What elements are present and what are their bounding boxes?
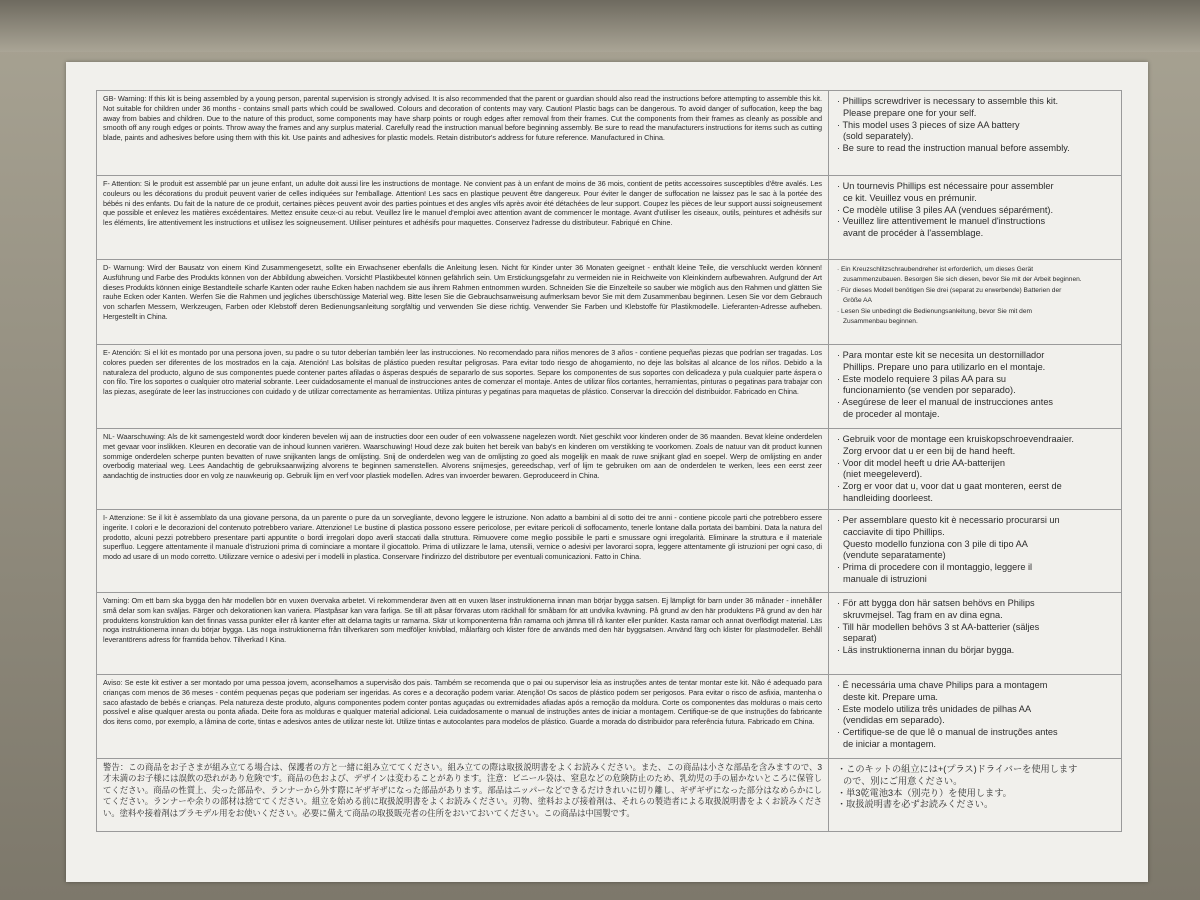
note-line: skruvmejsel. Tag fram en av dina egna. bbox=[843, 609, 1003, 620]
note-line: · Un tournevis Phillips est nécessaire pour assembler bbox=[837, 181, 1054, 191]
note-line: manuale di istruzioni bbox=[843, 573, 927, 584]
notes-column bbox=[829, 91, 1121, 831]
note-line: · Phillips screwdriver is necessary to assemble this kit. bbox=[837, 96, 1059, 106]
note-jp bbox=[829, 759, 1121, 831]
warning-gb: GB- Warning: If this kit is being assembled by a young person, parental supervision is strongly advised. It is also recommended that the parent or guardian should also read the instructions before attempting to assemble this kit. Not suitable for children under 36 months - contains small parts which could be swallowed. Colours and decoration of contents may vary. Caution! Plastic bags can be dangerous. To avoid danger of suffocation, keep the bag away from babies and children. Due to the nature of this product, some components may have sharp points or rough edges after removal from their frames. Cut the components from their frames as cleanly as possible and smooth off any rough edges or points. Throw away the frames and any surplus material. Carefully read the instruction manual before beginning assembly. Be sure to read the manufacturers instructions for items such as cutting blade, paints and adhesives before using them with this kit. Use paints and adhesives for plastic models. Retain distributor's address for future reference. Manufactured in China. bbox=[97, 91, 828, 176]
note-line: · É necessária uma chave Philips para a montagem bbox=[837, 680, 1048, 690]
note-line: (vendute separatamente) bbox=[843, 550, 946, 561]
warning-nl: NL- Waarschuwing: Als de kit samengesteld wordt door kinderen bevelen wij aan de instructies door een ouder of een volwassene nagelezen wordt. Niet geschikt voor kinderen onder de 36 maanden. Bevat kleine onderdelen met gevaar voor inslikken. Kleuren en decoratie van de inhoud kunnen variëren. Waarschuwing! Houd deze zak buiten het bereik van baby's en kinderen om verstikking te voorkomen. Zoals de natuur van dit product kunnen sommige onderdelen scherpe punten bevatten of ruwe snijkanten langs de omlijsting. Snij de onderdelen weg van de omlijsting zo goed als mogelijk en maak de ruwe snijkant glad en soepel. Werp de omlijsting en ander overbodig materiaal weg. Lees Aandachtig de gebruiksaanwijzing alvorens te beginnen samenstellen. Alvorens snijmesjes, gereedschap, verf of lijm te gebruiken om aan de onderdelen te werken, lees een eerst zeer aandachtig de instructies door en volg ze nauwkeurig op. Gebruik lijm en verf voor plastiek modellen. Adres van invoerder bewaren. Geproduceerd in China. bbox=[97, 429, 828, 510]
note-line: · Prima di procedere con il montaggio, leggere il bbox=[837, 562, 1033, 573]
warning-fr: F- Attention: Si le produit est assemblé par un jeune enfant, un adulte doit aussi lire les instructions de montage. Ne convient pas à un enfant de moins de 36 mois, contient de petits accessoires susceptibles d'être avalés. Les couleurs ou les décorations du produit peuvent varier de celles indiquées sur l'emballage. Attention! Les sacs en plastique peuvent être dangereux. Pour éviter le danger de suffocation ne laissez pas le sac à la portée des bébés ni des enfants. Du fait de la nature de ce produit, certaines pièces peuvent avoir des parties pointues et des angles vifs après avoir été détachées de leur support. Coupez les pièces de leur support aussi soigneusement que possible et enlevez les matières excédentaires. Mettez ensuite ceux-ci au rebut. Veuillez lire le manuel d'emploi avec attention avant de commencer le montage. Avant d'utiliser les ciseaux, outils, peintures et adhésifs sur les éléments, lire attentivement les instructions et utilisez les soigneusement. Utiliser peintures et adhésifs pour maquettes. Conservez l'adresse du distributeur. Fabriqué en Chine. bbox=[97, 176, 828, 260]
warning-de: D- Warnung: Wird der Bausatz von einem Kind Zusammengesetzt, sollte ein Erwachsener ebenfalls die Anleitung lesen. Nicht für Kinder unter 36 Monaten geeignet - enthält kleine Teile, die verschluckt werden können! Ausführung und Farbe des Produkts können von der Abbildung abweichen. Vorsicht! Plastikbeutel können gefährlich sein. Um Erstickungsgefahr zu vermeiden nie in Reichweite von Kleinkindern aufbewahren. Aufgrund der Art dieses Produkts können einige Bestandteile scharfe Kanten oder rauhe Ecken haben nachdem sie aus ihrem Rahmen entnommen wurden. Schneiden Sie die Einzelteile so sauber wie möglich aus den Rahmen und glätten Sie rauhe Ecken oder Kanten. Werfen Sie die Rahmen und jegliches überschüssige Material weg. Bitte lesen Sie die Gebrauchsanweisung aufmerksam bevor Sie mit dem Zusammenbau beginnen. Lesen Sie vor dem Gebrauch von scharfen Messern, Werkzeugen, Farben oder Klebstoff deren Bedienungsanleitung sorgfältig und verwenden Sie diese richtig. Verwender Sie Farben und Klebstoffe für Plastikmodelle. Lieferanten-Adresse aufheben. Hergestellt in China. bbox=[97, 260, 828, 345]
note-line: · Asegúrese de leer el manual de instrucciones antes bbox=[837, 397, 1054, 408]
note-line: Zorg ervoor dat u er een bij de hand heeft. bbox=[843, 445, 1016, 456]
note-line: (niet meegeleverd). bbox=[843, 469, 923, 480]
note-es bbox=[829, 345, 1121, 429]
note-fr bbox=[829, 176, 1121, 260]
box-bottom-panel bbox=[66, 62, 1148, 882]
note-line: · Este modelo utiliza três unidades de pilhas AA bbox=[837, 703, 1032, 714]
note-line: · Certifique-se de que lê o manual de instruções antes bbox=[837, 727, 1058, 738]
note-nl bbox=[829, 429, 1121, 510]
note-line: (sold separately). bbox=[843, 131, 914, 142]
note-line: ce kit. Veuillez vous en prémunir. bbox=[843, 192, 977, 203]
warnings-column bbox=[97, 91, 829, 831]
warning-sv: Varning: Om ett barn ska bygga den här modellen bör en vuxen övervaka arbetet. Vi rekommenderar även att en vuxen läser instruktionerna innan man börjar bygga satsen. Ej lämpligt för barn under 36 månader - innehåller små delar som kan sväljas. Färger och dekorationen kan variera. Plastpåsar kan vara farliga. Se till att påsar förvaras utom räckhall för småbarn för att undvika kvävning. På grund av den här produktens På grund av den här produktens konstruktion kan det finnas vassa punkter eller rå kanter efter att delarna tagits ur ramarna. Skär ut komponenterna från ramarna och jämna till rå kanter eller punkter. Kasta ramar och annat överflödigt material. Läs noga instruktionerna innan du börjar bygga. Läs noga instruktionerna från tillverkaren som medföljer knivblad, målarfärg och klister före de används med den här byggsatsen. Använd färg och klister för plastmodeller. Behåll leverantörens adress för framtida behov. Tillverkad I Kina. bbox=[97, 593, 828, 675]
warning-it: I- Attenzione: Se il kit è assemblato da una giovane persona, da un parente o pure da un sorvegliante, devono leggere le istruzione. Non adatto a bambini al di sotto dei tre anni - contiene piccole parti che potrebbero essere ingerite. I colori e le decorazioni del contenuto potrebbero variare. Attenzione! Le bustine di plastica possono essere pericolose, per evitare pericoli di soffocamento, tenerle lontane dalla portata dei bambini. Data la natura del prodotto, alcuni pezzi potrebbero presentare parti appuntite o bordi irregolari dopo averli staccati dalla struttura. Rimuovere come meglio possibile le parti e smussare ogni irregolarità. Eliminare la struttura e il materiale superfluo. Leggere attentamente il manuale d'istruzioni prima di cominciare a montare il giocattolo. Prima di utilizzare le lama, utensili, vernice o adesivi per lavorarci sopra, leggere attentamente gli istruzioni per ogni caso, di modo ad usare di un modo corretto. Utilizzare vernice o adesivi per i modelli in plastica. Conservare l'indirizzo del distributore per eventuali comunicazioni. Fatto in China. bbox=[97, 510, 828, 593]
note-line: · Per assemblare questo kit è necessario procurarsi un bbox=[837, 515, 1060, 525]
note-line: ・このキットの組立には+(プラス)ドライバーを使用します bbox=[837, 764, 1078, 774]
note-line: · This model uses 3 pieces of size AA battery bbox=[837, 119, 1020, 130]
note-line: · Veuillez lire attentivement le manuel d'instructions bbox=[837, 216, 1046, 227]
note-line: ・単3乾電池3本（別売り）を使用します。 bbox=[837, 787, 1012, 798]
note-line: · Till här modellen behövs 3 st AA-batterier (säljes bbox=[837, 621, 1040, 632]
note-line: de proceder al montaje. bbox=[843, 408, 940, 419]
note-line: ・取扱説明書を必ずお読みください。 bbox=[837, 799, 994, 810]
note-line: funcionamiento (se venden por separado). bbox=[843, 385, 1016, 396]
warning-pt: Aviso: Se este kit estiver a ser montado por uma pessoa jovem, aconselhamos a supervisão dos pais. Também se recomenda que o pai ou supervisor leia as instruções antes de tentar montar este kit. Não é adequado para crianças com menos de 36 meses - contém pequenas peças que poderiam ser ingeridas. As cores e a decoração podem variar. Atenção! Os sacos de plástico podem ser perigosos. Para evitar o risco de asfixia, mantenha o saco afastado de bebés e crianças. Pela natureza deste produto, alguns componentes podem conter pontas aguçadas ou extremidades afiadas após a remoção da moldura. Corte os componentes das molduras o mais certo possível e alise qualquer aresta ou ponta afiada. Deite fora as molduras e qualquer material adicional. Leia cuidadosamente o manual de instruções antes de iniciar a montagem. Certifique-se de que instruções do fabricante dos itens como, por exemplo, a lâmina de corte, tintas e adesivos antes de utilizar neste kit. Utilize tintas e autocolantes para modelos de plástico. Guarde a morada do distribuidor para referência futura. Fabricado em China. bbox=[97, 675, 828, 759]
note-it bbox=[829, 510, 1121, 593]
note-line: Questo modello funziona con 3 pile di tipo AA bbox=[843, 538, 1028, 549]
note-line: zusammenzubauen. Besorgen Sie sich diesen, bevor Sie mit der Arbeit beginnen. bbox=[843, 276, 1082, 284]
note-line: · Gebruik voor de montage een kruiskopschroevendraaier. bbox=[837, 434, 1074, 444]
note-line: · Ein Kreuzschlitzschraubendreher ist erforderlich, um dieses Gerät bbox=[837, 266, 1034, 273]
note-pt bbox=[829, 675, 1121, 759]
warning-jp: 警告：この商品をお子さまが組み立てる場合は、保護者の方と一緒に組み立ててください。組み立ての際は取扱説明書をよくお読みください。また、この商品は小さな部品を含みますので、3才未満のお子様には誤飲の恐れがあり危険です。商品の色および、デザインは変わることがあります。注意：ビニール袋は、窒息などの危険防止のため、乳幼児の手の届かないところに保管してください。商品の性質上、尖った部品や、ランナーから外す際にギザギザになった部品があります。部品はニッパーなどできるだけきれいに切り離し、ギザギザになった部分はなめらかにしてください。ランナーや余りの部材は捨ててください。組立を始める前に取扱説明書をよくお読みください。刃物、塗料および接着剤は、それらの製造者による取扱説明書をよくお読みください。塗料や接着剤はプラモデル用をお使いください。必要に備えて商品の取扱販売者の住所をおいておいてください。この商品は中国製です。 bbox=[103, 762, 822, 818]
note-line: avant de procéder à l'assemblage. bbox=[843, 228, 984, 239]
note-line: · Läs instruktionerna innan du börjar bygga. bbox=[837, 645, 1015, 656]
box-lid-shadow bbox=[0, 0, 1200, 52]
warning-frame bbox=[96, 90, 1122, 832]
note-line: · Este modelo requiere 3 pilas AA para su bbox=[837, 373, 1007, 384]
warning-es: E- Atención: Si el kit es montado por una persona joven, su padre o su tutor deberían también leer las instrucciones. No recomendado para niños menores de 3 años - contiene pequeñas piezas que podrían ser tragadas. Los colores pueden ser diferentes de los mostrados en la caja. Atención! Las bolsitas de plástico pueden resultar peligrosas. Para evitar todo riesgo de ahogamiento, no deje las bolsitas al alcance de los niños. Debido a la naturaleza del producto, alguno de sus componentes puede contener partes afiladas o ásperas después de separarlo de sus soportes. Separe los componentes de sus soportes con delicadeza y pula cualquier parte áspera o con filo. Tire los soportes o cualquier otro material sobrante. Leer cuidadosamente el manual de instrucciones antes de comenzar el montaje. Antes de utilizar filos cortantes, herramientas, pinturas o pegatinas para trabajar con las piezas, asegúrate de leer las instrucciones con cuidado y de utilizar correctamente as herramientas. Utiliza pinturas y pegatinas para maquetas de plástico. Conservar la dirección del distribuidor. Fabricado en China. bbox=[97, 345, 828, 429]
note-de bbox=[829, 260, 1121, 345]
note-line: · Lesen Sie unbedingt die Bedienungsanleitung, bevor Sie mit dem bbox=[837, 307, 1033, 315]
note-line: · Voor dit model heeft u drie AA-batterijen bbox=[837, 457, 1006, 468]
note-line: separat) bbox=[843, 633, 877, 644]
note-line: · Be sure to read the instruction manual before assembly. bbox=[837, 143, 1070, 154]
note-line: · Ce modèle utilise 3 piles AA (vendues séparément). bbox=[837, 204, 1054, 215]
note-line: Please prepare one for your self. bbox=[843, 107, 977, 118]
note-line: · För att bygga don här satsen behövs en Philips bbox=[837, 598, 1035, 608]
note-line: Zusammenbau beginnen. bbox=[843, 318, 918, 326]
note-line: (vendidas em separado). bbox=[843, 715, 945, 726]
note-line: ので、別にご用意ください。 bbox=[843, 775, 963, 786]
note-line: Größe AA bbox=[843, 297, 872, 305]
note-line: handleiding doorleest. bbox=[843, 492, 933, 503]
note-sv bbox=[829, 593, 1121, 675]
note-line: · Zorg er voor dat u, voor dat u gaat monteren, eerst de bbox=[837, 481, 1062, 492]
note-line: cacciavite di tipo Phillips. bbox=[843, 526, 945, 537]
note-gb bbox=[829, 91, 1121, 176]
note-line: de iniciar a montagem. bbox=[843, 738, 936, 749]
note-line: deste kit. Prepare uma. bbox=[843, 691, 938, 702]
note-line: Phillips. Prepare uno para utilizarlo en el montaje. bbox=[843, 361, 1046, 372]
note-line: · Para montar este kit se necesita un destornillador bbox=[837, 350, 1045, 360]
note-line: · Für dieses Modell benötigen Sie drei (separat zu erwerbende) Batterien der bbox=[837, 286, 1062, 294]
